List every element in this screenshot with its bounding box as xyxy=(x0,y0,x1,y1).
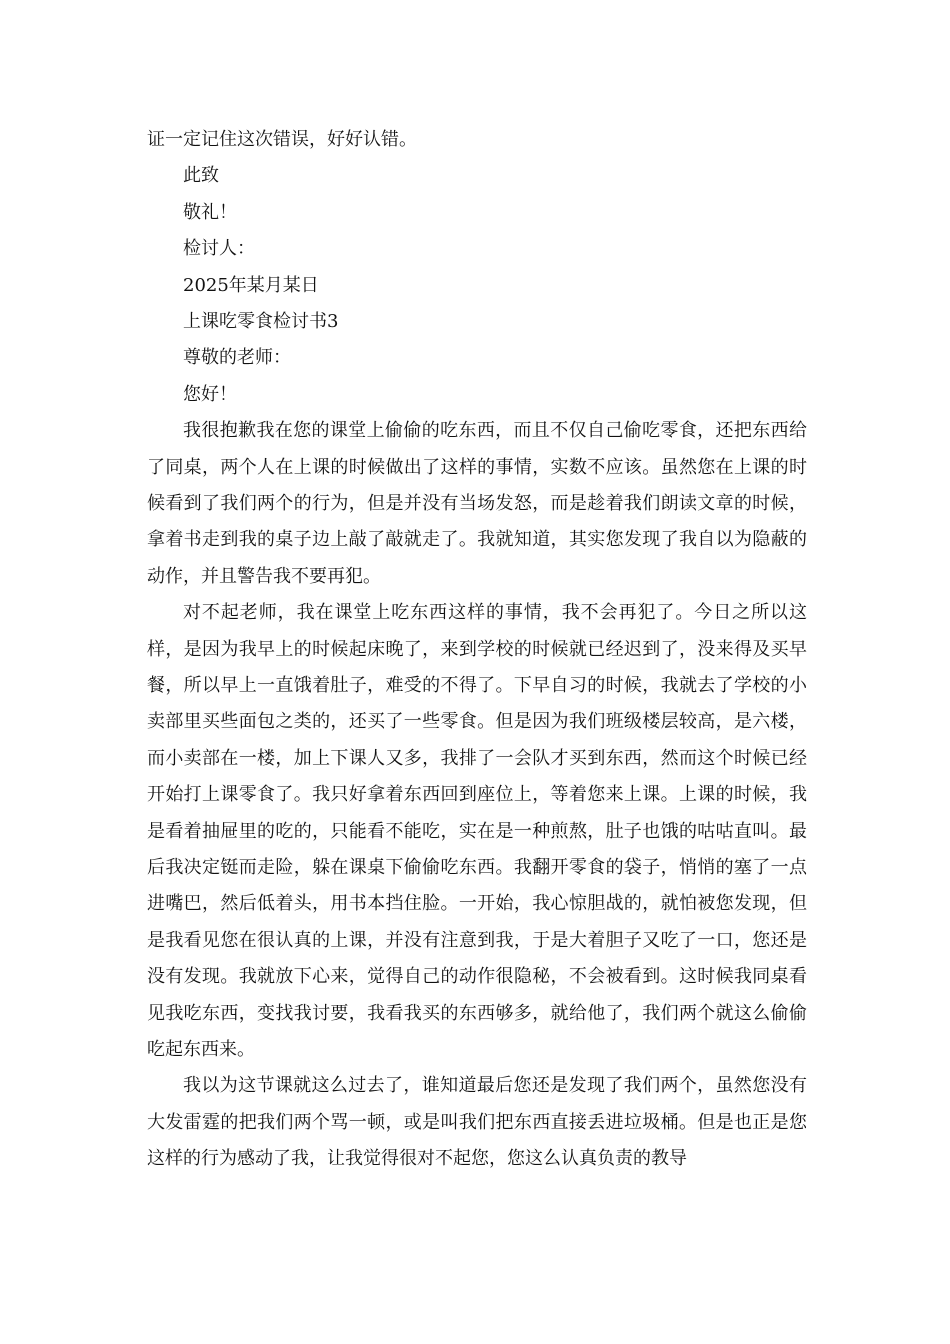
body-paragraph-1: 我很抱歉我在您的课堂上偷偷的吃东西，而且不仅自己偷吃零食，还把东西给了同桌，两个人在上课的时候做出了这样的事情，实数不应该。虽然您在上课的时候看到了我们两个的行为，但是并没有当场发怒，而是趁着我们朗读文章的时候，拿着书走到我的桌子边上敲了敲就走了。我就知道，其实您发现了我自以为隐蔽的动作，并且警告我不要再犯。 xyxy=(147,420,807,587)
body-paragraph-2: 对不起老师，我在课堂上吃东西这样的事情，我不会再犯了。今日之所以这样，是因为我早上的时候起床晚了，来到学校的时候就已经迟到了，没来得及买早餐，所以早上一直饿着肚子，难受的不得了。下早自习的时候，我就去了学校的小卖部里买些面包之类的，还买了一些零食。但是因为我们班级楼层较高，是六楼，而小卖部在一楼，加上下课人又多，我排了一会队才买到东西，然而这个时候已经开始打上课零食了。我只好拿着东西回到座位上，等着您来上课。上课的时候，我是看着抽屉里的吃的，只能看不能吃，实在是一种煎熬，肚子也饿的咕咕直叫。最后我决定铤而走险，躲在课桌下偷偷吃东西。我翻开零食的袋子，悄悄的塞了一点进嘴巴，然后低着头，用书本挡住脸。一开始，我心惊胆战的，就怕被您发现，但是我看见您在很认真的上课，并没有注意到我，于是大着胆子又吃了一口，您还是没有发现。我就放下心来，觉得自己的动作很隐秘，不会被看到。这时候我同桌看见我吃东西，变找我讨要，我看我买的东西够多，就给他了，我们两个就这么偷偷吃起东西来。 xyxy=(147,602,807,1061)
text-line-greeting: 您好！ xyxy=(183,383,237,405)
text-line-salute: 敬礼！ xyxy=(183,201,237,223)
text-line-date: 2025年某月某日 xyxy=(183,274,319,296)
text-line-continuation: 证一定记住这次错误，好好认错。 xyxy=(147,129,417,150)
document-body xyxy=(147,122,807,1178)
text-line-addressee: 尊敬的老师： xyxy=(183,347,291,369)
section-title: 上课吃零食检讨书3 xyxy=(183,310,339,332)
text-line-closing: 此致 xyxy=(183,165,219,187)
body-paragraph-3: 我以为这节课就这么过去了，谁知道最后您还是发现了我们两个，虽然您没有大发雷霆的把我们两个骂一顿，或是叫我们把东西直接丢进垃圾桶。但是也正是您这样的行为感动了我，让我觉得很对不起您，您这么认真负责的教导 xyxy=(147,1075,807,1170)
text-line-signer: 检讨人： xyxy=(183,238,255,260)
